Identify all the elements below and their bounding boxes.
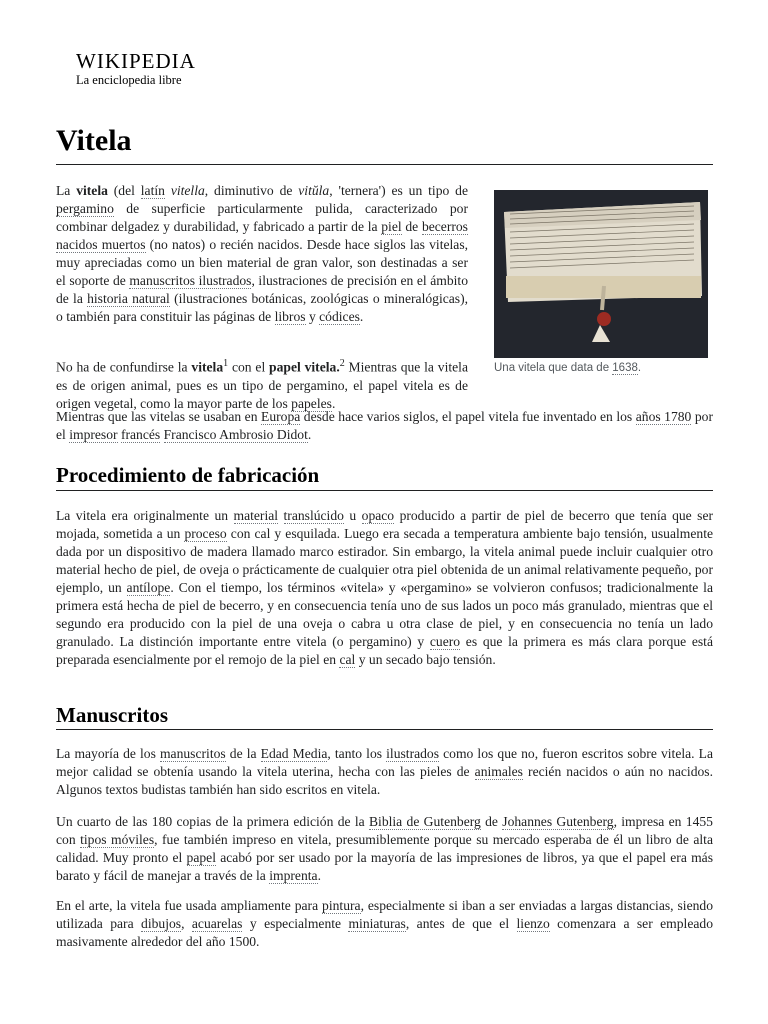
text-run: comenzara a ser empleado masivamente alrededor del año 1500. [56,916,713,949]
article-link[interactable]: impresor [69,427,118,442]
article-link[interactable]: pergamino [56,201,114,216]
text-run: es que la primera es más clara porque está preparada esencialmente por el remojo de la piel en [56,634,713,667]
text-run: La vitela era originalmente un [56,508,234,523]
page-title: Vitela [56,124,132,157]
article-link[interactable]: antílope [126,580,171,595]
text-run: (del [107,183,141,198]
vellum-document-image[interactable] [494,190,708,358]
text-run: producido a partir de piel de becerro que tenía que ser mojada, sometida a un [56,508,714,541]
article-link[interactable]: manuscritos [159,746,226,761]
text-run [278,508,283,523]
text-run: , 'ternera') es un tipo de [329,183,468,198]
title-divider [56,164,713,165]
figure-caption: Una vitela que data de 1638. [494,362,642,374]
article-link[interactable]: francés [120,427,161,442]
article-link[interactable]: pintura [322,898,361,913]
bold-term: vitela [191,359,224,375]
article-link[interactable]: Johannes Gutenberg [502,814,614,829]
article-link[interactable]: material [233,508,279,523]
text-run: , [181,916,192,931]
article-link[interactable]: manuscritos ilustrados [129,273,252,288]
article-link[interactable]: nacidos muertos [56,237,146,252]
text-run: No ha de confundirse la [56,359,192,375]
site-tagline: La enciclopedia libre [76,73,182,87]
section-heading-manuscritos: Manuscritos [56,703,168,727]
article-link[interactable]: translúcido [283,508,344,523]
article-link[interactable]: tipos móviles [80,832,155,847]
text-run: por el [56,409,713,442]
italic-term: vitella [170,183,205,198]
text-run: , ilustraciones de precisión en el ámbito de la [56,273,468,306]
article-link[interactable]: miniaturas [348,916,406,931]
article-link[interactable]: dibujos [141,916,182,931]
text-run: como los que no, fueron escritos sobre vitela. La mejor calidad se obtenía usando la vitela uterina, hecha con las pieles de [56,746,713,779]
article-link[interactable]: becerros [421,219,468,234]
article-link[interactable]: cal [339,652,356,667]
article-link[interactable]: proceso [184,526,227,541]
text-run: recién nacidos o aún no nacidos. Algunos textos budistas también han sido escritos en vitela. [56,764,713,797]
article-link[interactable]: historia natural [87,291,170,306]
section-1-paragraph [56,507,713,669]
article-link[interactable]: papel [186,850,216,865]
bold-term: . [336,359,340,375]
text-run: . Con el tiempo, los términos «vitela» y «pergamino» se volvieron confusos; tradicionalmente la primera está hecha de piel de becerro, y en consecuencia tenía uno de sus lados un poco más granulado, mientras que el segundo era producido con la piel de una oveja o cabra u otra clase de piel, y en consecuencia no tenía un lado granulado. La distinción importante entre vitela (o pergamino) y [56,580,713,649]
text-run: . [307,427,312,442]
text-run: desde hace varios siglos, el papel vitela fue inventado en los [300,409,636,424]
text-run: y un secado bajo tensión. [355,652,496,667]
text-run: y [305,309,320,324]
article-link[interactable]: animales [474,764,523,779]
article-link[interactable]: años 1780 [635,409,692,424]
article-link[interactable]: opaco [361,508,395,523]
text-run: Un cuarto de las 180 copias de la primera edición de la [56,814,369,829]
caption-link-1638[interactable]: 1638 [612,362,638,374]
section-heading-procedimiento: Procedimiento de fabricación [56,463,320,487]
article-link[interactable]: Edad Media [260,746,328,761]
text-run: , antes de que el [405,916,517,931]
text-run: La mayoría de los [56,746,160,761]
section-divider [56,729,713,730]
section-divider [56,490,713,491]
text-run: y especialmente [242,916,349,931]
text-run: Mientras que la vitela es de origen animal, pues es un tipo de pergamino, el papel vitela es de origen vegetal, como la mayor parte de los [56,359,468,411]
article-link[interactable]: acuarelas [191,916,243,931]
article-link[interactable]: Francisco Ambrosio Didot [163,427,308,442]
bold-term: vitela [76,183,108,198]
text-run: acabó por ser usado por la mayoría de las impresiones de libros, ya que el papel era más barato y fácil de manejar a través de la [56,850,713,883]
text-run: . [317,868,321,883]
text-run: con el [228,359,270,375]
text-run: de la [225,746,261,761]
article-link[interactable]: Europa [261,409,301,424]
lead-figure [494,190,708,374]
article-link[interactable]: códices [319,309,360,324]
article-link[interactable]: piel [381,219,402,234]
text-run: , fue también impreso en vitela, presumiblemente porque su mercado esperaba de él un libro de alta calidad. Muy pronto el [56,832,713,865]
text-run: , diminutivo de [204,183,299,198]
section-2-paragraph-3 [56,897,713,951]
text-run: En el arte, la vitela fue usada ampliamente para [56,898,323,913]
text-run: (ilustraciones botánicas, zoológicas o mineralógicas), o también para constituir las páginas de [56,291,469,324]
text-run: u [343,508,362,523]
article-link[interactable]: papeles [291,395,332,411]
article-link[interactable]: imprenta [269,868,318,883]
article-link[interactable]: ilustrados [386,746,440,761]
text-run: , especialmente si iban a ser enviadas a largas distancias, siendo utilizada para [56,898,713,931]
bold-term: papel vitela [269,359,337,375]
section-2-paragraph-1 [56,745,713,799]
lead-paragraph-2 [56,355,468,413]
lead-paragraph-3 [56,408,713,444]
text-run: , tanto los [327,746,387,761]
section-2-paragraph-2 [56,813,713,885]
lead-paragraph-1 [56,182,468,326]
text-run: , impresa en 1455 con [56,814,713,847]
article-link[interactable]: cuero [429,634,461,649]
article-link[interactable]: latín [140,183,165,198]
text-run: de [401,219,422,234]
article-link[interactable]: libros [274,309,306,324]
text-run: . [331,395,336,411]
article-link[interactable]: lienzo [516,916,550,931]
text-run: . [359,309,364,324]
text-run: de [480,814,503,829]
article-link[interactable]: Biblia de Gutenberg [368,814,481,829]
text-run: (no natos) o recién nacidos. Desde hace siglos las vitelas, muy apreciadas como un bien material de gran valor, son destinadas a ser el soporte de [56,237,469,288]
text-run: La [56,183,77,198]
reference-link[interactable]: 1 [223,358,229,369]
text-run: de superficie particularmente pulida, caracterizado por combinar delgadez y durabilidad, y fabricado a partir de la [56,201,468,234]
site-header [76,50,196,88]
wikipedia-wordmark[interactable]: WIKIPEDIA [76,49,196,73]
reference-link[interactable]: 2 [339,358,345,369]
text-run: con cal y esquilada. Luego era secada a temperatura ambiente bajo tensión, usualmente dada por un dispositivo de madera llamado marco estirador. Sin embargo, la vitela animal puede incluir cualquier otro material hecho de piel, de oveja o prácticamente de cualquier otra piel obtenida de un animal relativamente pequeño, por ejemplo, un [56,526,714,595]
italic-term: vitŭla [298,183,330,198]
vellum-photo-icon [494,190,708,358]
text-run: Mientras que las vitelas se usaban en [56,409,262,424]
